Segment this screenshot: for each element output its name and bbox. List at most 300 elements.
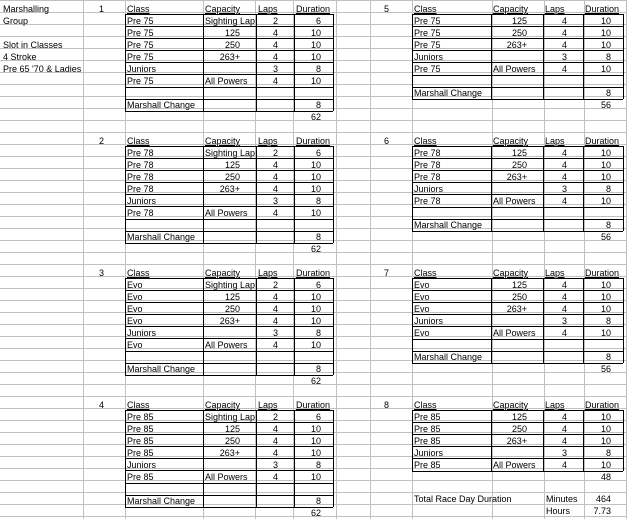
table-border-bottom bbox=[412, 471, 623, 472]
laps-cell[interactable]: 4 bbox=[561, 160, 567, 170]
marshall-change-duration[interactable]: 8 bbox=[315, 364, 321, 374]
table-border-column bbox=[333, 278, 334, 351]
laps-cell[interactable]: 4 bbox=[561, 148, 567, 158]
capacity-cell[interactable]: 263+ bbox=[506, 40, 527, 50]
capacity-cell[interactable]: 263+ bbox=[219, 448, 240, 458]
laps-cell[interactable]: 4 bbox=[561, 16, 567, 26]
capacity-cell[interactable]: 125 bbox=[224, 424, 240, 434]
marshall-change-label[interactable]: Marshall Change bbox=[127, 232, 196, 242]
capacity-cell[interactable]: All Powers bbox=[205, 340, 248, 350]
class-cell[interactable]: Evo bbox=[414, 292, 430, 302]
duration-cell[interactable]: 10 bbox=[310, 340, 321, 350]
table-row-border bbox=[412, 290, 623, 291]
duration-cell[interactable]: 10 bbox=[310, 424, 321, 434]
capacity-cell[interactable]: 125 bbox=[511, 280, 527, 290]
laps-cell[interactable]: 4 bbox=[561, 460, 567, 470]
header-laps[interactable]: Laps bbox=[545, 4, 565, 14]
table-row-border bbox=[125, 470, 333, 471]
group-total[interactable]: 62 bbox=[310, 508, 321, 518]
header-capacity[interactable]: Capacity bbox=[493, 400, 529, 410]
table-row-border bbox=[125, 495, 333, 496]
capacity-cell[interactable]: All Powers bbox=[493, 196, 536, 206]
group-number[interactable]: 4 bbox=[98, 400, 104, 410]
duration-cell[interactable]: 10 bbox=[600, 292, 611, 302]
summary-hours-value[interactable]: 7.73 bbox=[593, 506, 611, 516]
marshall-change-label[interactable]: Marshall Change bbox=[414, 352, 483, 362]
duration-cell[interactable]: 10 bbox=[310, 316, 321, 326]
capacity-cell[interactable]: 125 bbox=[224, 292, 240, 302]
laps-cell[interactable]: 4 bbox=[272, 52, 278, 62]
header-capacity[interactable]: Capacity bbox=[493, 136, 529, 146]
capacity-cell[interactable]: 250 bbox=[224, 172, 240, 182]
laps-cell[interactable]: 4 bbox=[272, 208, 278, 218]
header-class[interactable]: Class bbox=[127, 400, 150, 410]
duration-cell[interactable]: 8 bbox=[315, 196, 321, 206]
group-number[interactable]: 3 bbox=[98, 268, 104, 278]
sidebar-line-4[interactable]: Slot in Classes bbox=[3, 40, 63, 50]
table-row-border bbox=[412, 87, 623, 88]
laps-cell[interactable]: 3 bbox=[561, 316, 567, 326]
duration-cell[interactable]: 8 bbox=[605, 184, 611, 194]
laps-cell[interactable]: 4 bbox=[272, 76, 278, 86]
class-cell[interactable]: Pre 78 bbox=[127, 208, 154, 218]
header-duration[interactable]: Duration bbox=[296, 136, 331, 146]
table-row-border bbox=[412, 38, 623, 39]
class-cell[interactable]: Pre 75 bbox=[414, 16, 441, 26]
table-border-column bbox=[583, 14, 584, 75]
laps-cell[interactable]: 4 bbox=[561, 412, 567, 422]
table-row-border bbox=[412, 302, 623, 303]
table-border-bottom bbox=[125, 351, 333, 352]
laps-cell[interactable]: 3 bbox=[272, 460, 278, 470]
laps-cell[interactable]: 3 bbox=[561, 448, 567, 458]
class-cell[interactable]: Pre 85 bbox=[414, 460, 441, 470]
class-cell[interactable]: Evo bbox=[414, 304, 430, 314]
table-border-column bbox=[491, 146, 492, 207]
header-class[interactable]: Class bbox=[414, 4, 437, 14]
capacity-cell[interactable]: 263+ bbox=[506, 436, 527, 446]
table-row-border bbox=[125, 290, 333, 291]
capacity-cell[interactable]: 250 bbox=[224, 436, 240, 446]
table-row-border bbox=[125, 231, 333, 232]
class-cell[interactable]: Pre 78 bbox=[414, 172, 441, 182]
table-border-column bbox=[623, 278, 624, 339]
laps-cell[interactable]: 4 bbox=[561, 328, 567, 338]
class-cell[interactable]: Pre 85 bbox=[127, 424, 154, 434]
duration-cell[interactable]: 10 bbox=[310, 208, 321, 218]
header-laps[interactable]: Laps bbox=[545, 400, 565, 410]
laps-cell[interactable]: 4 bbox=[561, 28, 567, 38]
sidebar-line-2[interactable]: Group bbox=[3, 16, 29, 26]
capacity-cell[interactable]: 125 bbox=[511, 16, 527, 26]
group-total[interactable]: 56 bbox=[600, 364, 611, 374]
duration-cell[interactable]: 8 bbox=[605, 52, 611, 62]
header-class[interactable]: Class bbox=[127, 4, 150, 14]
header-class[interactable]: Class bbox=[414, 268, 437, 278]
duration-cell[interactable]: 8 bbox=[315, 64, 321, 74]
header-laps[interactable]: Laps bbox=[545, 268, 565, 278]
table-border-top bbox=[125, 410, 333, 411]
class-cell[interactable]: Evo bbox=[414, 328, 430, 338]
capacity-cell[interactable]: 263+ bbox=[219, 316, 240, 326]
laps-cell[interactable]: 4 bbox=[272, 448, 278, 458]
class-cell[interactable]: Pre 75 bbox=[414, 28, 441, 38]
capacity-cell[interactable]: All Powers bbox=[205, 208, 248, 218]
header-capacity[interactable]: Capacity bbox=[493, 4, 529, 14]
group-total[interactable]: 62 bbox=[310, 244, 321, 254]
class-cell[interactable]: Pre 78 bbox=[414, 196, 441, 206]
table-border-bottom bbox=[125, 243, 333, 244]
table-border-top bbox=[412, 146, 623, 147]
laps-cell[interactable]: 4 bbox=[272, 40, 278, 50]
laps-cell[interactable]: 2 bbox=[272, 16, 278, 26]
group-number[interactable]: 5 bbox=[383, 4, 389, 14]
table-row-border bbox=[412, 158, 623, 159]
duration-cell[interactable]: 8 bbox=[315, 328, 321, 338]
laps-cell[interactable]: 4 bbox=[561, 172, 567, 182]
header-duration[interactable]: Duration bbox=[296, 400, 331, 410]
duration-cell[interactable]: 10 bbox=[600, 40, 611, 50]
duration-cell[interactable]: 8 bbox=[315, 460, 321, 470]
capacity-cell[interactable]: 250 bbox=[511, 424, 527, 434]
summary-minutes-label[interactable]: Minutes bbox=[546, 494, 578, 504]
header-capacity[interactable]: Capacity bbox=[205, 268, 241, 278]
table-row-border bbox=[125, 38, 333, 39]
laps-cell[interactable]: 4 bbox=[561, 196, 567, 206]
table-border-top bbox=[412, 278, 623, 279]
laps-cell[interactable]: 4 bbox=[272, 472, 278, 482]
duration-cell[interactable]: 10 bbox=[600, 16, 611, 26]
laps-cell[interactable]: 4 bbox=[561, 40, 567, 50]
table-row-border bbox=[125, 50, 333, 51]
group-number[interactable]: 2 bbox=[98, 136, 104, 146]
duration-cell[interactable]: 10 bbox=[600, 28, 611, 38]
table-border-column bbox=[333, 14, 334, 87]
marshall-change-label[interactable]: Marshall Change bbox=[414, 88, 483, 98]
summary-hours-label[interactable]: Hours bbox=[546, 506, 571, 516]
duration-cell[interactable]: 10 bbox=[600, 196, 611, 206]
group-number[interactable]: 6 bbox=[383, 136, 389, 146]
laps-cell[interactable]: 4 bbox=[272, 436, 278, 446]
duration-cell[interactable]: 10 bbox=[600, 172, 611, 182]
class-cell[interactable]: Juniors bbox=[127, 196, 157, 206]
capacity-cell[interactable]: 250 bbox=[224, 304, 240, 314]
laps-cell[interactable]: 3 bbox=[272, 64, 278, 74]
capacity-cell[interactable]: 250 bbox=[511, 28, 527, 38]
duration-cell[interactable]: 10 bbox=[310, 52, 321, 62]
table-row-border bbox=[125, 363, 333, 364]
capacity-cell[interactable]: Sighting Lap bbox=[205, 148, 256, 158]
group-total[interactable]: 56 bbox=[600, 100, 611, 110]
header-capacity[interactable]: Capacity bbox=[205, 400, 241, 410]
class-cell[interactable]: Evo bbox=[127, 304, 143, 314]
capacity-cell[interactable]: Sighting Lap bbox=[205, 412, 256, 422]
header-class[interactable]: Class bbox=[127, 136, 150, 146]
laps-cell[interactable]: 4 bbox=[272, 184, 278, 194]
class-cell[interactable]: Juniors bbox=[414, 316, 444, 326]
table-border-bottom bbox=[412, 339, 623, 340]
marshall-change-label[interactable]: Marshall Change bbox=[127, 364, 196, 374]
duration-cell[interactable]: 6 bbox=[315, 280, 321, 290]
class-cell[interactable]: Pre 78 bbox=[127, 184, 154, 194]
header-class[interactable]: Class bbox=[127, 268, 150, 278]
table-border-column bbox=[333, 351, 334, 375]
table-border-bottom bbox=[125, 507, 333, 508]
capacity-cell[interactable]: 125 bbox=[511, 412, 527, 422]
duration-cell[interactable]: 10 bbox=[310, 304, 321, 314]
header-duration[interactable]: Duration bbox=[296, 268, 331, 278]
duration-cell[interactable]: 10 bbox=[600, 460, 611, 470]
class-cell[interactable]: Evo bbox=[127, 340, 143, 350]
header-laps[interactable]: Laps bbox=[545, 136, 565, 146]
laps-cell[interactable]: 4 bbox=[272, 316, 278, 326]
table-row-border bbox=[412, 351, 623, 352]
summary-label[interactable]: Total Race Day Duration bbox=[414, 494, 512, 504]
duration-cell[interactable]: 8 bbox=[605, 316, 611, 326]
laps-cell[interactable]: 4 bbox=[272, 292, 278, 302]
capacity-cell[interactable]: All Powers bbox=[205, 76, 248, 86]
group-number[interactable]: 7 bbox=[383, 268, 389, 278]
group-number[interactable]: 1 bbox=[98, 4, 104, 14]
class-cell[interactable]: Juniors bbox=[127, 460, 157, 470]
header-class[interactable]: Class bbox=[414, 400, 437, 410]
table-row-border bbox=[125, 62, 333, 63]
class-cell[interactable]: Pre 75 bbox=[127, 52, 154, 62]
class-cell[interactable]: Pre 78 bbox=[414, 160, 441, 170]
capacity-cell[interactable]: All Powers bbox=[493, 64, 536, 74]
marshall-change-label[interactable]: Marshall Change bbox=[414, 220, 483, 230]
laps-cell[interactable]: 4 bbox=[561, 304, 567, 314]
class-cell[interactable]: Pre 78 bbox=[127, 172, 154, 182]
capacity-cell[interactable]: 125 bbox=[511, 148, 527, 158]
class-cell[interactable]: Pre 85 bbox=[127, 412, 154, 422]
laps-cell[interactable]: 4 bbox=[561, 64, 567, 74]
table-border-column bbox=[623, 339, 624, 363]
table-border-column bbox=[491, 14, 492, 75]
class-cell[interactable]: Pre 75 bbox=[414, 64, 441, 74]
group-total[interactable]: 56 bbox=[600, 232, 611, 242]
laps-cell[interactable]: 3 bbox=[272, 196, 278, 206]
header-capacity[interactable]: Capacity bbox=[205, 4, 241, 14]
group-total[interactable]: 48 bbox=[600, 472, 611, 482]
table-border-column bbox=[543, 278, 544, 339]
class-cell[interactable]: Pre 75 bbox=[127, 28, 154, 38]
laps-cell[interactable]: 2 bbox=[272, 280, 278, 290]
capacity-cell[interactable]: 263+ bbox=[219, 184, 240, 194]
class-cell[interactable]: Pre 75 bbox=[127, 76, 154, 86]
table-border-column bbox=[412, 278, 413, 339]
laps-cell[interactable]: 4 bbox=[561, 424, 567, 434]
capacity-cell[interactable]: All Powers bbox=[493, 460, 536, 470]
table-border-column bbox=[623, 75, 624, 99]
table-row-border bbox=[412, 219, 623, 220]
header-duration[interactable]: Duration bbox=[585, 136, 620, 146]
table-border-top bbox=[125, 278, 333, 279]
class-cell[interactable]: Pre 85 bbox=[127, 436, 154, 446]
table-row-border bbox=[125, 302, 333, 303]
summary-minutes-value[interactable]: 464 bbox=[595, 494, 611, 504]
class-cell[interactable]: Pre 85 bbox=[414, 436, 441, 446]
laps-cell[interactable]: 4 bbox=[561, 280, 567, 290]
laps-cell[interactable]: 4 bbox=[272, 340, 278, 350]
capacity-cell[interactable]: 125 bbox=[224, 160, 240, 170]
laps-cell[interactable]: 2 bbox=[272, 148, 278, 158]
class-cell[interactable]: Pre 85 bbox=[414, 412, 441, 422]
table-border-column bbox=[333, 483, 334, 507]
table-border-column bbox=[333, 87, 334, 111]
laps-cell[interactable]: 2 bbox=[272, 412, 278, 422]
class-cell[interactable]: Evo bbox=[127, 292, 143, 302]
table-border-bottom bbox=[412, 231, 623, 232]
duration-cell[interactable]: 10 bbox=[600, 304, 611, 314]
capacity-cell[interactable]: All Powers bbox=[205, 472, 248, 482]
capacity-cell[interactable]: 125 bbox=[224, 28, 240, 38]
header-laps[interactable]: Laps bbox=[258, 136, 278, 146]
class-cell[interactable]: Pre 75 bbox=[414, 40, 441, 50]
marshall-change-duration[interactable]: 8 bbox=[315, 232, 321, 242]
marshall-change-label[interactable]: Marshall Change bbox=[127, 100, 196, 110]
table-row-border bbox=[412, 26, 623, 27]
class-cell[interactable]: Pre 85 bbox=[127, 472, 154, 482]
table-border-bottom bbox=[125, 87, 333, 88]
class-cell[interactable]: Pre 75 bbox=[127, 40, 154, 50]
duration-cell[interactable]: 10 bbox=[600, 64, 611, 74]
class-cell[interactable]: Juniors bbox=[414, 184, 444, 194]
duration-cell[interactable]: 10 bbox=[310, 40, 321, 50]
laps-cell[interactable]: 3 bbox=[561, 52, 567, 62]
marshall-change-label[interactable]: Marshall Change bbox=[127, 496, 196, 506]
header-duration[interactable]: Duration bbox=[585, 400, 620, 410]
table-row-border bbox=[412, 446, 623, 447]
table-border-column bbox=[412, 146, 413, 207]
duration-cell[interactable]: 10 bbox=[310, 436, 321, 446]
class-cell[interactable]: Pre 78 bbox=[127, 160, 154, 170]
duration-cell[interactable]: 10 bbox=[600, 148, 611, 158]
capacity-cell[interactable]: All Powers bbox=[493, 328, 536, 338]
table-border-column bbox=[543, 146, 544, 207]
duration-cell[interactable]: 8 bbox=[605, 448, 611, 458]
table-border-top bbox=[412, 410, 623, 411]
table-border-column bbox=[583, 410, 584, 471]
duration-cell[interactable]: 10 bbox=[600, 328, 611, 338]
group-total[interactable]: 62 bbox=[310, 376, 321, 386]
table-border-bottom bbox=[412, 75, 623, 76]
laps-cell[interactable]: 3 bbox=[561, 184, 567, 194]
table-row-border bbox=[125, 158, 333, 159]
duration-cell[interactable]: 6 bbox=[315, 412, 321, 422]
header-laps[interactable]: Laps bbox=[258, 4, 278, 14]
marshall-change-duration[interactable]: 8 bbox=[605, 88, 611, 98]
header-laps[interactable]: Laps bbox=[258, 400, 278, 410]
capacity-cell[interactable]: 250 bbox=[511, 292, 527, 302]
duration-cell[interactable]: 10 bbox=[310, 472, 321, 482]
class-cell[interactable]: Evo bbox=[414, 280, 430, 290]
marshall-change-duration[interactable]: 8 bbox=[315, 496, 321, 506]
class-cell[interactable]: Evo bbox=[127, 280, 143, 290]
capacity-cell[interactable]: 263+ bbox=[219, 52, 240, 62]
duration-cell[interactable]: 10 bbox=[310, 292, 321, 302]
marshall-change-duration[interactable]: 8 bbox=[605, 352, 611, 362]
sidebar-line-1[interactable]: Marshalling bbox=[3, 4, 50, 14]
class-cell[interactable]: Pre 85 bbox=[127, 448, 154, 458]
class-cell[interactable]: Juniors bbox=[414, 448, 444, 458]
duration-cell[interactable]: 10 bbox=[310, 28, 321, 38]
capacity-cell[interactable]: 263+ bbox=[506, 304, 527, 314]
table-row-border bbox=[125, 99, 333, 100]
marshall-change-duration[interactable]: 8 bbox=[605, 220, 611, 230]
class-cell[interactable]: Pre 78 bbox=[127, 148, 154, 158]
laps-cell[interactable]: 4 bbox=[272, 424, 278, 434]
laps-cell[interactable]: 4 bbox=[272, 28, 278, 38]
marshall-change-duration[interactable]: 8 bbox=[315, 100, 321, 110]
group-number[interactable]: 8 bbox=[383, 400, 389, 410]
duration-cell[interactable]: 6 bbox=[315, 148, 321, 158]
class-cell[interactable]: Pre 85 bbox=[414, 424, 441, 434]
laps-cell[interactable]: 4 bbox=[272, 304, 278, 314]
table-border-bottom bbox=[125, 111, 333, 112]
header-duration[interactable]: Duration bbox=[585, 268, 620, 278]
header-duration[interactable]: Duration bbox=[296, 4, 331, 14]
laps-cell[interactable]: 4 bbox=[561, 292, 567, 302]
table-border-bottom bbox=[125, 375, 333, 376]
duration-cell[interactable]: 10 bbox=[310, 76, 321, 86]
duration-cell[interactable]: 10 bbox=[600, 412, 611, 422]
class-cell[interactable]: Juniors bbox=[414, 52, 444, 62]
capacity-cell[interactable]: 263+ bbox=[506, 172, 527, 182]
class-cell[interactable]: Evo bbox=[127, 316, 143, 326]
duration-cell[interactable]: 10 bbox=[310, 172, 321, 182]
capacity-cell[interactable]: Sighting Lap bbox=[205, 16, 256, 26]
duration-cell[interactable]: 10 bbox=[310, 448, 321, 458]
laps-cell[interactable]: 4 bbox=[561, 436, 567, 446]
table-row-border bbox=[412, 434, 623, 435]
header-class[interactable]: Class bbox=[414, 136, 437, 146]
group-total[interactable]: 62 bbox=[310, 112, 321, 122]
laps-cell[interactable]: 4 bbox=[272, 172, 278, 182]
duration-cell[interactable]: 6 bbox=[315, 16, 321, 26]
class-cell[interactable]: Juniors bbox=[127, 328, 157, 338]
table-border-column bbox=[333, 146, 334, 219]
duration-cell[interactable]: 10 bbox=[310, 184, 321, 194]
duration-cell[interactable]: 10 bbox=[600, 436, 611, 446]
capacity-cell[interactable]: Sighting Lap bbox=[205, 280, 256, 290]
table-border-bottom bbox=[412, 99, 623, 100]
table-row-border bbox=[125, 314, 333, 315]
duration-cell[interactable]: 10 bbox=[600, 424, 611, 434]
class-cell[interactable]: Juniors bbox=[127, 64, 157, 74]
duration-cell[interactable]: 10 bbox=[310, 160, 321, 170]
laps-cell[interactable]: 4 bbox=[272, 160, 278, 170]
laps-cell[interactable]: 3 bbox=[272, 328, 278, 338]
class-cell[interactable]: Pre 78 bbox=[414, 148, 441, 158]
duration-cell[interactable]: 10 bbox=[600, 160, 611, 170]
capacity-cell[interactable]: 250 bbox=[511, 160, 527, 170]
header-capacity[interactable]: Capacity bbox=[493, 268, 529, 278]
table-border-column bbox=[623, 410, 624, 471]
sidebar-line-5[interactable]: 4 Stroke bbox=[3, 52, 37, 62]
table-row-border bbox=[125, 422, 333, 423]
duration-cell[interactable]: 10 bbox=[600, 280, 611, 290]
header-duration[interactable]: Duration bbox=[585, 4, 620, 14]
table-border-bottom bbox=[125, 483, 333, 484]
table-row-border bbox=[412, 422, 623, 423]
sidebar-line-6[interactable]: Pre 65 '70 & Ladies bbox=[3, 64, 82, 74]
table-border-top bbox=[412, 14, 623, 15]
capacity-cell[interactable]: 250 bbox=[224, 40, 240, 50]
header-capacity[interactable]: Capacity bbox=[205, 136, 241, 146]
header-laps[interactable]: Laps bbox=[258, 268, 278, 278]
class-cell[interactable]: Pre 75 bbox=[127, 16, 154, 26]
